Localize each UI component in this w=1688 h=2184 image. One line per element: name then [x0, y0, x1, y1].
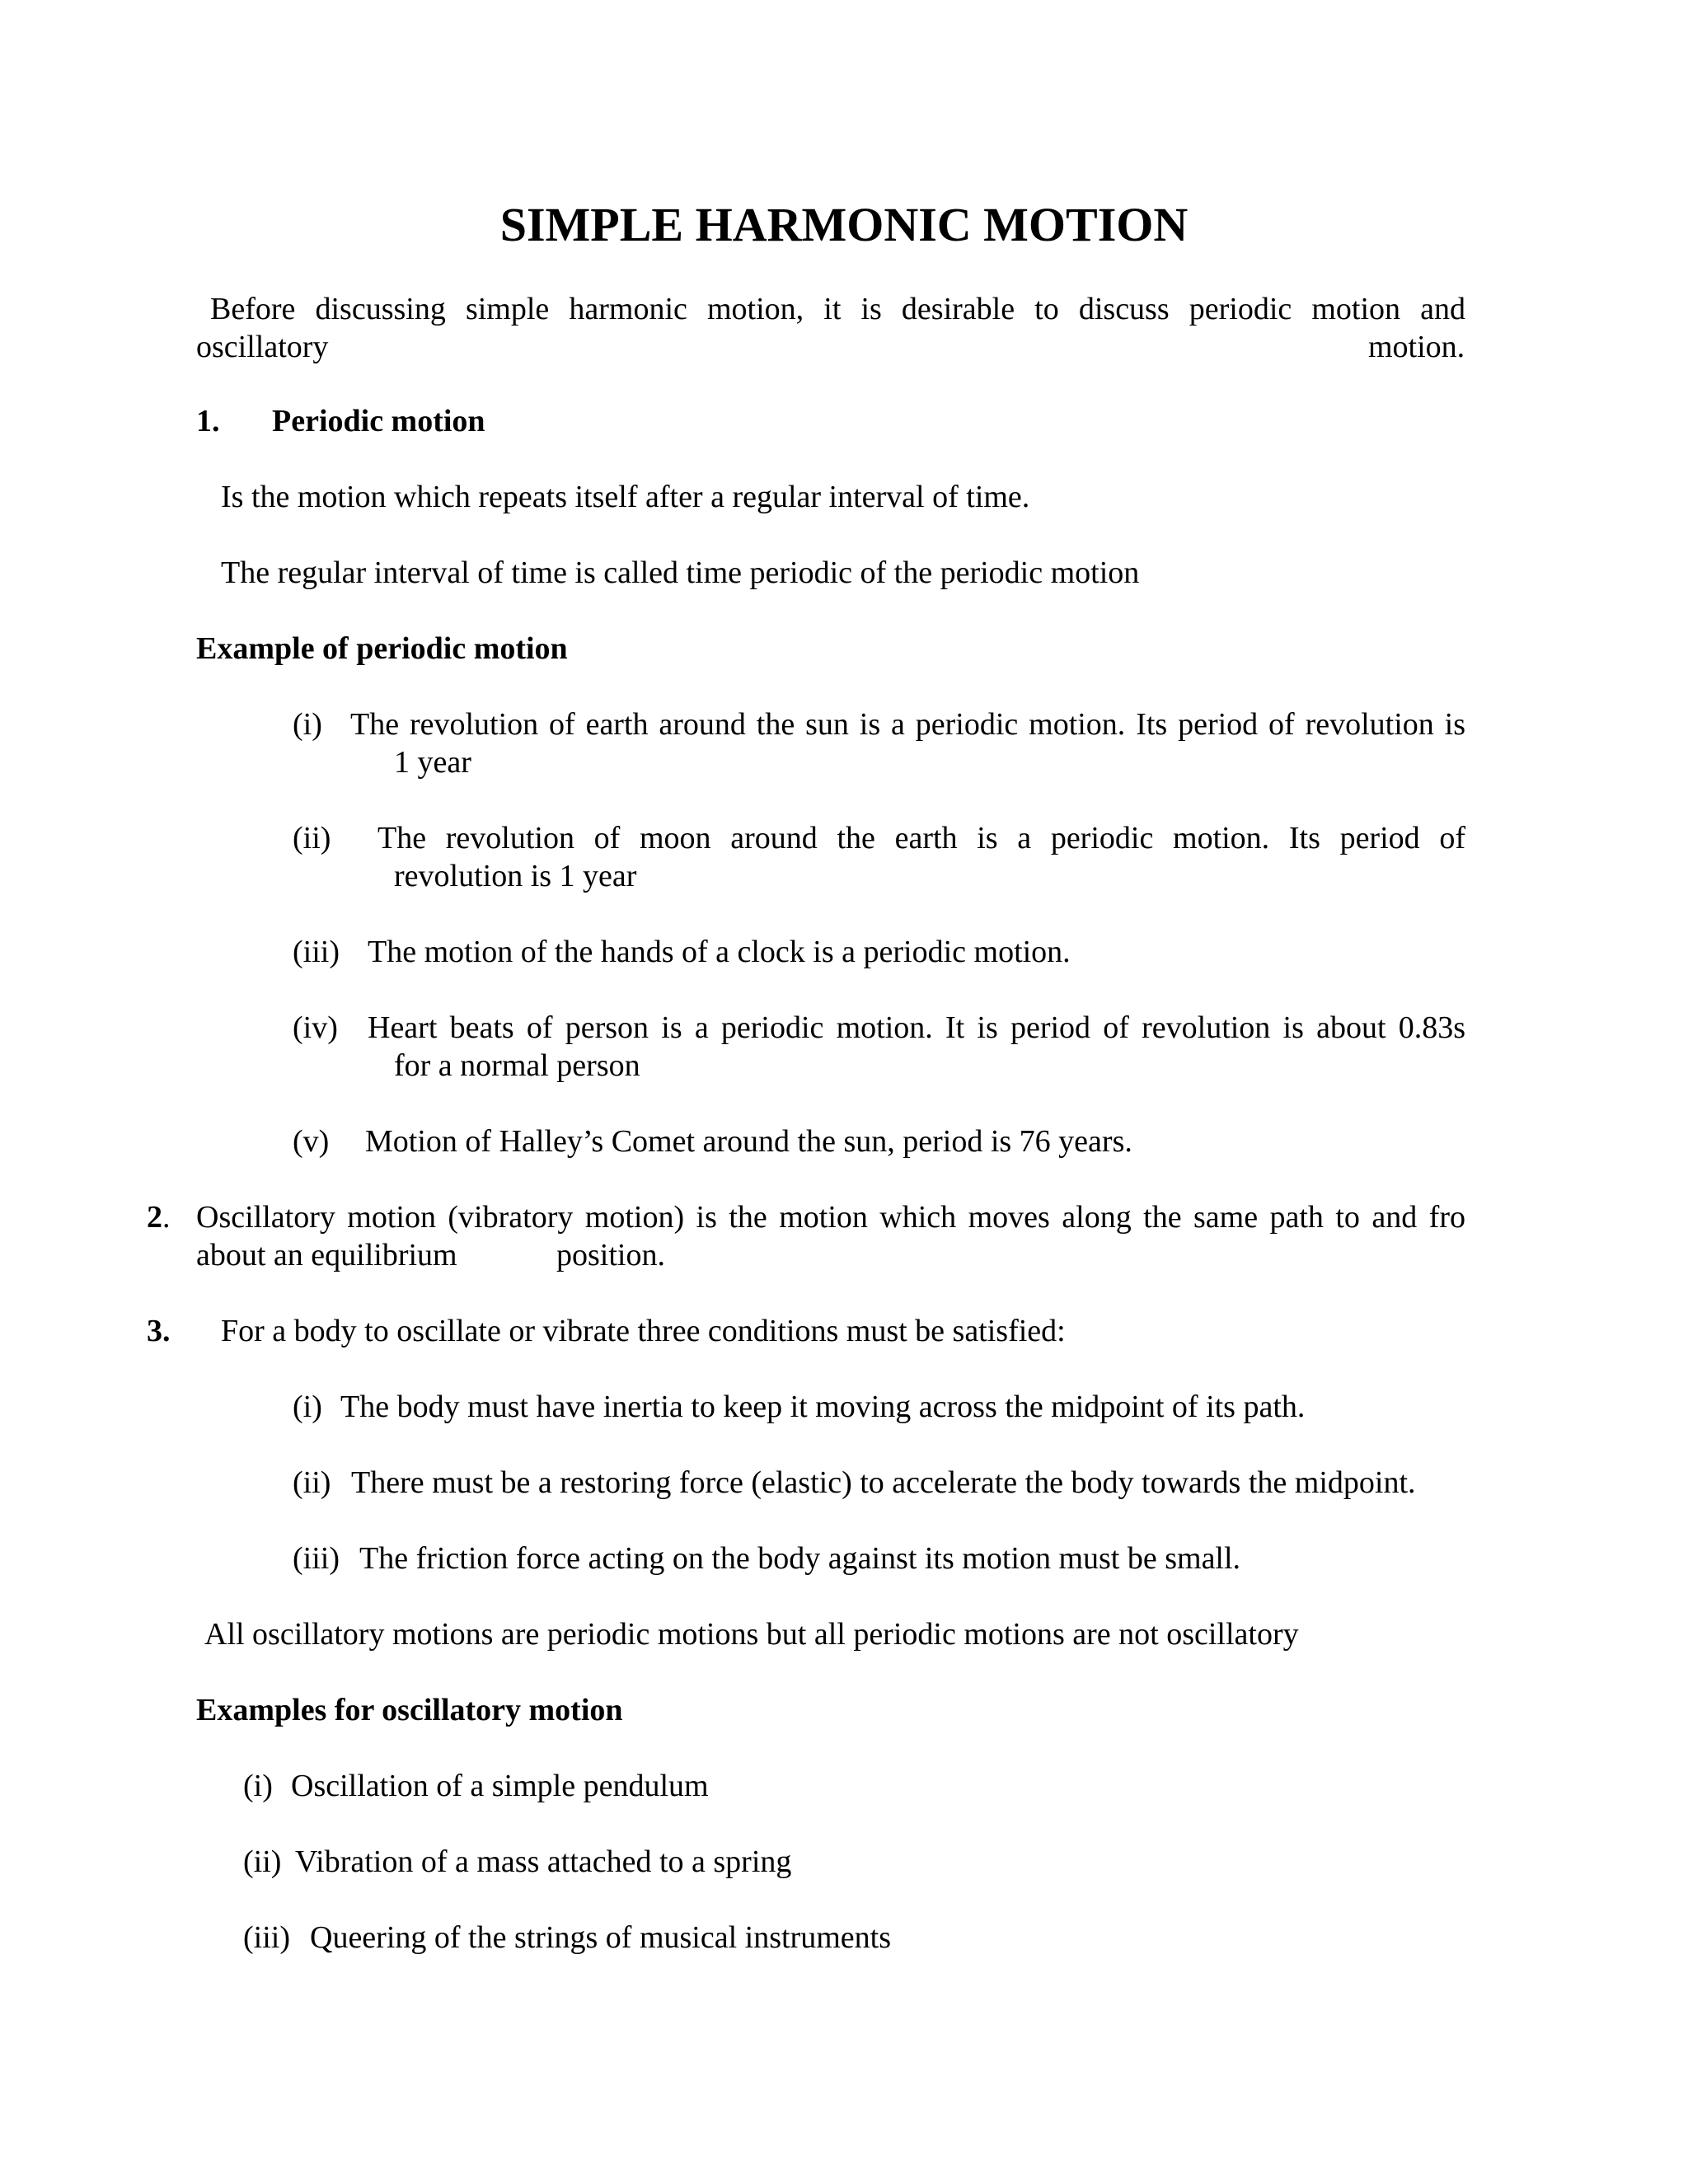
oscillatory-example-marker: (iii): [243, 1920, 290, 1955]
intro-paragraph: [210, 290, 1465, 328]
oscillatory-examples-heading: Examples for oscillatory motion: [196, 1693, 623, 1727]
periodic-examples-heading: Example of periodic motion: [196, 631, 568, 666]
periodic-example-marker: (v): [293, 1124, 330, 1159]
section-2-number: [147, 1198, 171, 1236]
intro-line-2-right: motion.: [1368, 330, 1465, 364]
section-2-line-1: Oscillatory motion (vibratory motion) is the motion which moves along the same path to and fro: [196, 1200, 1465, 1235]
section-2-number-dot: .: [162, 1200, 171, 1235]
periodic-example-marker: (iv): [293, 1010, 338, 1045]
periodic-example-4-line-2: for a normal person: [394, 1048, 640, 1083]
section-3-line-1: For a body to oscillate or vibrate three conditions must be satisfied:: [221, 1314, 1066, 1348]
section-1-number: 1.: [196, 404, 220, 438]
periodic-example-2-line-2: revolution is 1 year: [394, 859, 637, 893]
periodic-example-2: [377, 819, 1465, 857]
periodic-example-5-line-1: Motion of Halley’s Comet around the sun, period is 76 years.: [365, 1124, 1132, 1159]
section-2-line-2-a: about an equilibrium: [196, 1238, 457, 1272]
section-3-number: 3.: [147, 1314, 171, 1348]
periodic-definition: Is the motion which repeats itself after a regular interval of time.: [221, 480, 1030, 514]
oscillatory-example-3: Queering of the strings of musical instruments: [310, 1920, 891, 1955]
periodic-example-1: [350, 705, 1465, 743]
condition-1: The body must have inertia to keep it moving across the midpoint of its path.: [340, 1390, 1306, 1424]
section-1-heading: Periodic motion: [272, 404, 485, 438]
periodic-example-3-line-1: The motion of the hands of a clock is a periodic motion.: [368, 935, 1071, 969]
condition-2: There must be a restoring force (elastic) to accelerate the body towards the midpoint.: [351, 1465, 1416, 1500]
oscillatory-summary: All oscillatory motions are periodic motions but all periodic motions are not oscillatory: [204, 1617, 1299, 1652]
intro-line-2-left: oscillatory: [196, 330, 329, 364]
periodic-example-4-line-1: Heart beats of person is a periodic motion. It is period of revolution is about 0.83s: [368, 1010, 1465, 1045]
oscillatory-example-marker: (ii): [243, 1844, 282, 1879]
periodic-example-marker: (i): [293, 707, 322, 742]
intro-line-1: Before discussing simple harmonic motion, it is desirable to discuss periodic motion and: [210, 292, 1465, 326]
page-title: SIMPLE HARMONIC MOTION: [499, 198, 1189, 251]
section-2-number-digit: 2: [147, 1200, 162, 1235]
periodic-example-1-line-1: The revolution of earth around the sun is a periodic motion. Its period of revolution is: [350, 707, 1465, 742]
condition-marker: (ii): [293, 1465, 331, 1500]
condition-marker: (i): [293, 1390, 322, 1424]
periodic-example-4: [368, 1009, 1465, 1047]
periodic-example-2-line-1: The revolution of moon around the earth is a periodic motion. Its period of: [377, 821, 1465, 855]
periodic-example-marker: (ii): [293, 821, 331, 855]
period-note: The regular interval of time is called time periodic of the periodic motion: [221, 555, 1140, 590]
periodic-example-marker: (iii): [293, 935, 340, 969]
oscillatory-example-marker: (i): [243, 1769, 273, 1803]
periodic-example-1-line-2: 1 year: [394, 745, 471, 780]
condition-marker: (iii): [293, 1541, 340, 1576]
oscillatory-example-2: Vibration of a mass attached to a spring: [295, 1844, 792, 1879]
section-2-paragraph: [196, 1198, 1465, 1236]
section-2-line-2-b: position.: [556, 1238, 665, 1272]
oscillatory-example-1: Oscillation of a simple pendulum: [291, 1769, 709, 1803]
condition-3: The friction force acting on the body against its motion must be small.: [359, 1541, 1241, 1576]
